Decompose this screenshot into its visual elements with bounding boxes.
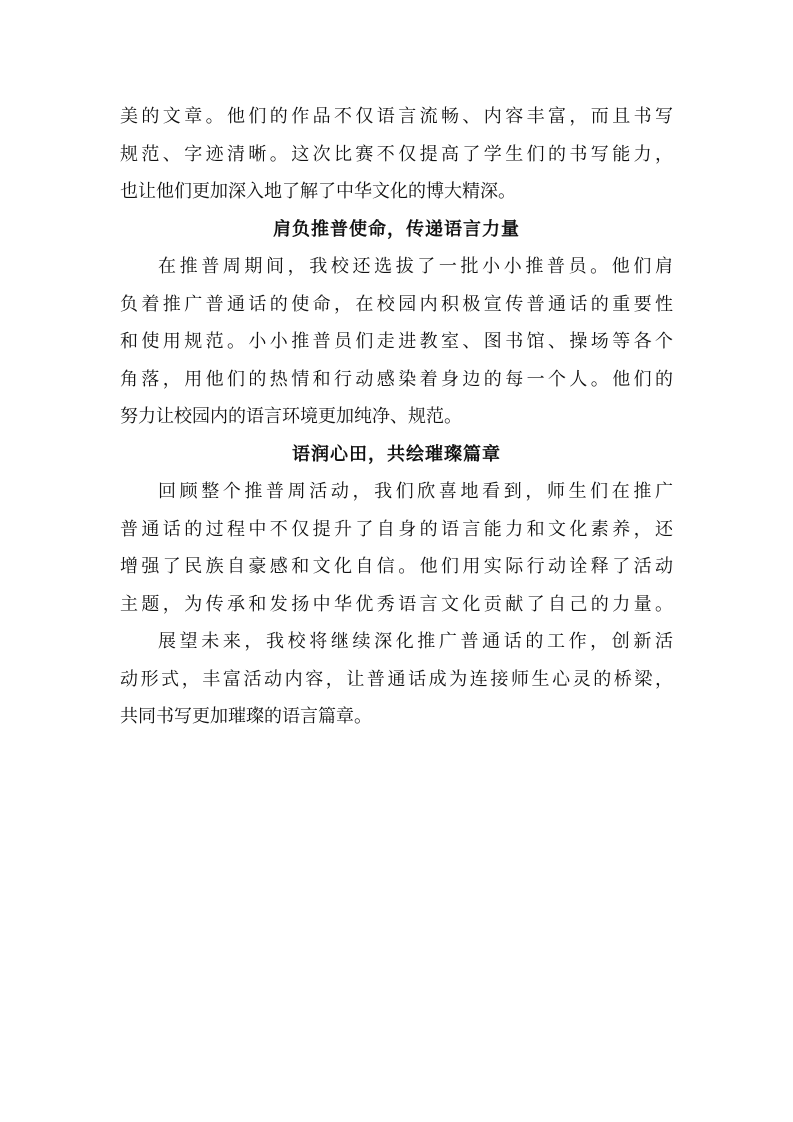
- text-line: 普通话的过程中不仅提升了自身的语言能力和文化素养，还: [120, 518, 673, 540]
- text-line: 主题，为传承和发扬中华优秀语言文化贡献了自己的力量。: [120, 593, 673, 615]
- text-line: 回顾整个推普周活动，我们欣喜地看到，师生们在推广: [158, 481, 673, 502]
- section-heading-2: 语润心田，共绘璀璨篇章: [292, 443, 501, 465]
- paragraph-top: [120, 98, 673, 211]
- text-line: 增强了民族自豪感和文化自信。他们用实际行动诠释了活动: [120, 556, 673, 577]
- text-line: 展望未来，我校将继续深化推广普通话的工作，创新活: [158, 631, 673, 652]
- text-line: 美的文章。他们的作品不仅语言流畅、内容丰富，而且书写: [120, 106, 673, 127]
- text-line: 也让他们更加深入地了解了中华文化的博大精深。: [120, 181, 516, 202]
- text-line: 负着推广普通话的使命，在校园内积极宣传普通话的重要性: [120, 293, 673, 315]
- document-page: [120, 98, 673, 736]
- section-heading-1: 肩负推普使命，传递语言力量: [273, 218, 520, 240]
- text-line: 共同书写更加璀璨的语言篇章。: [120, 706, 372, 727]
- text-line: 和使用规范。小小推普员们走进教室、图书馆、操场等各个: [120, 331, 673, 352]
- text-line: 努力让校园内的语言环境更加纯净、规范。: [120, 406, 462, 427]
- text-line: 在推普周期间，我校还选拔了一批小小推普员。他们肩: [158, 256, 673, 277]
- section-2-paragraph-1: [120, 473, 673, 623]
- text-line: 动形式，丰富活动内容，让普通话成为连接师生心灵的桥梁，: [120, 668, 673, 690]
- section-1-paragraph: [120, 248, 673, 436]
- text-line: 规范、字迹清晰。这次比赛不仅提高了学生们的书写能力，: [120, 143, 673, 165]
- section-2-paragraph-2: [120, 623, 673, 736]
- text-line: 角落，用他们的热情和行动感染着身边的每一个人。他们的: [120, 368, 673, 390]
